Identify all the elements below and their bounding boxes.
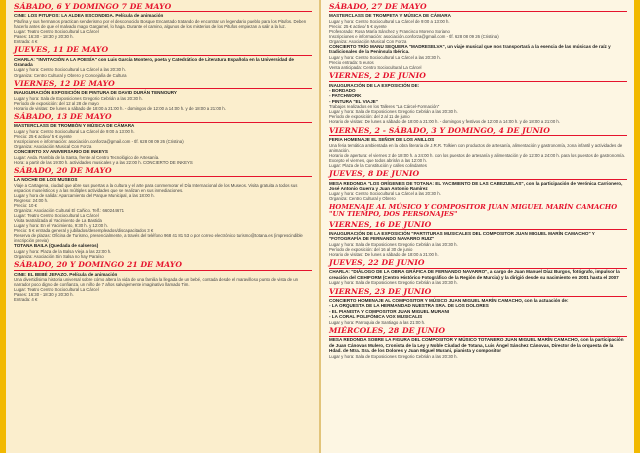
- event-line: MASTERCLASS DE TROMPETA Y MÚSICA DE CÁMARA: [329, 13, 451, 19]
- event-line: Inscripciones e información: asociación.conforza@gmail.com - tlf. 628 08 09 26 (Cristina): [14, 139, 184, 145]
- event-line: Precio entrada: 5 euros: [329, 59, 374, 65]
- event-line: Visita teatralizada al Yacimiento de La Bastida: [14, 218, 102, 224]
- event-line: Lugar y hora: En el Yacimiento, 9:30 h. y 12:00 h.: [14, 223, 108, 229]
- event-block: [14, 261, 312, 302]
- event-line: Reserva de plazas: Oficina de Turismo, presencialmente, a través del teléfono 968 41 81 53 o por correo electrónico turismo@totana.es (imprescindible inscripción previa): [14, 233, 303, 244]
- event-line: INAUGURACIÓN DE LA EXPOSICIÓN DE:: [329, 82, 420, 88]
- event-block: [329, 259, 627, 285]
- event-line: Lugar y hora: Centro Sociocultural La Cárcel de 9:00 a 13:00 h.: [14, 128, 135, 134]
- event-line: Lugar y hora: Plaza de la Balsa Vieja a las 22:00 h.: [14, 248, 112, 254]
- event-line: Trabajos realizados en los Talleres "La Cárcel-Formación": [329, 104, 440, 110]
- event-line: Organiza: Asociación Musical Con Forza: [329, 38, 407, 44]
- event-line: CINE: EL BEBÉ JEFAZO. Película de animación: [14, 271, 118, 277]
- event-line: Precio: 25 € activo/ 5 € oyente: [329, 23, 387, 29]
- event-line: Pases: 16:30 - 18:30 y 20:30 h.: [14, 33, 74, 39]
- event-line: - LA ORQUESTA DE LA HERMANDAD NUESTRA SRA. DE LOS DOLORES: [329, 303, 489, 309]
- event-line: - BORDADO: [329, 88, 356, 94]
- event-date-heading: VIERNES, 2 DE JUNIO: [329, 72, 627, 81]
- event-date-heading: VIERNES, 12 DE MAYO: [14, 80, 312, 89]
- event-line: Horario de visitas: De lunes a sábado de 18:00 a 21:00 h.: [329, 251, 439, 257]
- event-line: Lugar y hora: Sala de Exposiciones Gregorio Cebrián a las 20:30 h.: [329, 109, 458, 115]
- event-line: Entrada: 4 €: [14, 297, 38, 303]
- event-line: CINE: LOS PITUFOS: LA ALDEA ESCONDIDA. Película de animación: [14, 13, 164, 19]
- event-block: [329, 170, 627, 201]
- event-line: Organiza: Centro Cultural y Obrero: [329, 196, 396, 202]
- event-block: [329, 3, 627, 70]
- event-line: CONCIERTO XV ANIVERSARIO DE INKEYS: [14, 149, 108, 155]
- event-line: INAUGURACIÓN EXPOSICIÓN DE PINTURA DE DAVID DURÁN TENNOURY: [14, 90, 177, 96]
- event-line: Viaje a Cartagena, ciudad que abre sus puertas a la cultura y el arte para conmemorar el Día Internacional de los Museos. Visita gratuita a todos sus espacios museísticos y a las múltiples actividades que se realizan en sus inmediaciones.: [14, 182, 298, 193]
- event-date-heading: JUEVES, 11 DE MAYO: [14, 46, 312, 55]
- event-block: [329, 204, 627, 218]
- event-date-heading: VIERNES, 23 DE JUNIO: [329, 288, 627, 297]
- event-block: [14, 3, 312, 44]
- event-line: TOTANA BAILA (Quedada de salseros): [14, 243, 99, 249]
- event-date-heading: MIÉRCOLES, 28 DE JUNIO: [329, 327, 627, 336]
- event-line: Lugar y hora: Centro Sociocultural La Cárcel a las 20:30 h.: [329, 54, 441, 60]
- event-line: Regreso: 24:00 h.: [14, 197, 49, 203]
- event-line: Pases: 16:30 - 18:30 y 20:30 h.: [14, 292, 74, 298]
- event-line: Una divertidísima historia universal sobre cómo altera la vida de una familia la llegada de un bebé, contada desde el maravilloso punto de vista de un narrador poco digno de confianza, un niño de 7 años salvajemente imaginativo llamado Tim.: [14, 277, 299, 288]
- event-line: CHARLA: "INVITACIÓN A LA POESÍA" con Luis García Montero, poeta y Catedrático de Literatura Española en la Universidad de Granada: [14, 56, 294, 68]
- event-line: CONCIERTO TRÍO MANU SEQUERA "MADRESELVA", un viaje musical que nos transportará a la esencia de las músicas de raíz y tradicionales de la Península Ibérica.: [329, 43, 611, 55]
- event-line: CHARLA: "DIÁLOGO DE LA OBRA GRÁFICA DE FERNANDO NAVARRO", a cargo de Juan Manuel Díaz Burgos, fotógrafo, impulsor la creación del CEHIFORM (Centro Histórico Fotográfico de la Región de Murcia) y la dirigió desde su nacimiento en 2001 hasta el 2007: [329, 269, 620, 280]
- event-line: Lugar y hora: Sala de Exposiciones Gregorio Cebrián a las 20:30 h.: [14, 95, 143, 101]
- event-block: [329, 288, 627, 325]
- right-program-column: [320, 0, 640, 453]
- event-block: [14, 80, 312, 111]
- event-line: LA NOCHE DE LOS MUSEOS: [14, 177, 78, 183]
- event-block: [329, 72, 627, 124]
- event-line: Lugar: Teatro Centro Sociocultural La Cárcel: [14, 213, 99, 219]
- event-line: Precio: 5 € entrada general y jubilados/desempleados/discapacitados 3 €: [14, 228, 154, 234]
- event-block: [329, 221, 627, 257]
- event-line: Lugar y hora: Sala de Exposiciones Gregorio Cebrián a las 20:30 h.: [329, 280, 458, 286]
- event-line: Una feria temática ambientada en la obra literaria de J.R.R. Tolkien con productos de artesanía, alimentación y gastronomía, zona infantil y actividades de animación.: [329, 142, 623, 153]
- event-date-heading: VIERNES, 2 - SÁBADO, 3 Y DOMINGO, 4 DE JUNIO: [329, 127, 627, 136]
- event-line: Profesorado: Rosa María Sánchez y Francisco Moreno Soriano: [329, 28, 450, 34]
- event-line: Entrada: 4 €: [14, 38, 38, 44]
- event-line: CONCIERTO HOMENAJE AL COMPOSITOR Y MÚSICO JUAN MIGUEL MARÍN CAMACHO, con la actuación de:: [329, 297, 569, 303]
- event-line: Precio: 25 € activo/ 5 € oyente: [14, 133, 72, 139]
- event-line: INAUGURACIÓN DE LA EXPOSICIÓN "PARTITURAS MUSICALES DEL COMPOSITOR JUAN MIGUEL MARÍN CAMACHO" Y "FOTOGRAFÍA DE FERNANDO NAVARRO RUIZ": [329, 230, 595, 242]
- event-block: [14, 46, 312, 77]
- event-line: Horario de visitas: De lunes a sábado de 18:00 a 21:00 h. - domingos de 12:00 a 14:00 h. y de 18:00 a 21:00 h.: [14, 105, 226, 111]
- event-block: [14, 113, 312, 164]
- event-line: Organiza: Asociación Cultural El Cañico. Telf.: 660244671: [14, 208, 125, 214]
- event-line: MASTERCLASS DE TROMBÓN Y MÚSICA DE CÁMARA: [14, 123, 135, 129]
- event-line: Lugar y hora: Sala de Exposiciones Gregorio Cebrián a las 20:30 h.: [329, 241, 458, 247]
- event-date-heading: HOMENAJE AL MÚSICO Y COMPOSITOR JUAN MIGUEL MARÍN CAMACHO "UN TIEMPO, DOS PERSONAJES": [329, 202, 618, 218]
- event-line: - EL PIANISTA Y COMPOSITOR JUAN MIGUEL MURANI: [329, 308, 450, 314]
- event-line: Organiza: Asociación Musical Con Forza: [14, 144, 92, 150]
- event-line: Organiza: Centro Cultural y Obrero y Concejalía de Cultura: [14, 72, 127, 78]
- event-line: Lugar y hora: Centro Sociocultural La Cárcel de 9:00 a 13:00 h.: [329, 18, 450, 24]
- event-line: Lugar: Plaza de la Constitución y calles colindantes: [329, 162, 427, 168]
- event-line: Lugar: Avda. Rambla de la Santa, frente al Centro Tecnológico de Artesanía.: [14, 154, 160, 160]
- left-column-content: [6, 0, 319, 307]
- event-date-heading: VIERNES, 16 DE JUNIO: [329, 221, 627, 230]
- event-line: Lugar y hora: Parroquia de Santiago a las 21:00 h.: [329, 319, 426, 325]
- event-line: Lugar y hora: Centro Sociocultural La Cárcel a las 20:30 h.: [14, 67, 126, 73]
- event-block: [329, 127, 627, 168]
- event-line: Período de exposición: del 16 al 30 de junio: [329, 246, 413, 252]
- event-date-heading: JUEVES, 22 DE JUNIO: [329, 259, 627, 268]
- event-line: MESA REDONDA SOBRE LA FIGURA DEL COMPOSITOR Y MÚSICO TOTANERO JUAN MIGUEL MARÍN CAMACHO, con la participación de Juan Cánovas Mulero, Cronista de la Ley y Noble Ciudad de Totana, Luis Ángel Sánchez Cánovas, Director de la orquesta de la Hdad. de Ntra. Sra. de los Dolores y Juan Miguel Murani, pianista y compositor: [329, 337, 624, 354]
- event-line: Precio: 10 €: [14, 202, 37, 208]
- event-line: Horario de visitas: De lunes a sábado de 18:00 a 21:00 h. - domingos y festivos de 12:00 a 14:00 h. y de 18:00 a 21:00 h.: [329, 119, 560, 125]
- event-line: Lugar: Teatro Centro Sociocultural La Cárcel: [14, 28, 99, 34]
- event-date-heading: SÁBADO, 6 Y DOMINGO 7 DE MAYO: [14, 3, 312, 12]
- right-column-content: [321, 0, 634, 363]
- event-line: Lugar y hora: Centro Sociocultural La Cárcel a las 20:30 h.: [329, 191, 441, 197]
- event-line: Inscripciones e información: asociación.conforza@gmail.com - tlf. 628 08 09 26 (Cristina): [329, 33, 499, 39]
- event-line: Organiza: Asociación Sin Salsa no hay Paraíso: [14, 253, 104, 259]
- event-line: Horario de apertura: el viernes 2 de 18:00 h. a 24:00 h. con los puestos de artesanía y alimentación y de 12:00 a 24:00 h. para los puestos de gastronomía. Excepto el viernes, que todos abrirán a las 12:00 h.: [329, 152, 625, 163]
- event-line: - PINTURA "EL VIAJE": [329, 98, 379, 104]
- event-date-heading: SÁBADO, 13 DE MAYO: [14, 113, 312, 122]
- event-line: Lugar: Teatro Centro Sociocultural La Cárcel: [14, 287, 99, 293]
- event-line: Pitufina y sus hermanos practican senderismo por el desconocido Bosque Encantado tratando de encontrar un legendario pueblo para los Pitufos. Deben hacerlo antes de que el malvado mago Gargamel, lo haga. Durante el camino, algunos de los misterios de los Pitufos empiezan a salir a la luz.: [14, 18, 307, 29]
- event-line: Lugar y hora: Sala de Exposiciones Gregorio Cebrián a las 20:30 h.: [329, 353, 458, 359]
- event-line: Venta anticipada: Centro Sociocultural La Cárcel: [329, 64, 422, 70]
- event-date-heading: JUEVES, 8 DE JUNIO: [329, 170, 627, 179]
- event-line: - LA CORAL POLIFÓNICA VOX MUSICALIS: [329, 314, 423, 320]
- event-line: - PATCHWORK: [329, 93, 362, 99]
- event-date-heading: SÁBADO, 20 DE MAYO: [14, 167, 312, 176]
- event-block: [14, 167, 312, 259]
- event-line: FERIA HOMENAJE EL SEÑOR DE LOS ANILLOS: [329, 137, 435, 143]
- event-date-heading: SÁBADO, 27 DE MAYO: [329, 3, 627, 12]
- event-line: Lugar y hora de salida: Aparcamiento del Parque Municipal, a las 18:00 h.: [14, 192, 155, 198]
- event-date-heading: SÁBADO, 20 Y DOMINGO 21 DE MAYO: [14, 261, 312, 270]
- event-line: Período de exposición: del 2 al 11 de junio: [329, 114, 410, 120]
- event-block: [329, 327, 627, 359]
- event-line: MESA REDONDA "LOS ORÍGENES DE TOTANA: EL YACIMIENTO DE LAS CABEZUELAS", con la participación de Verónica Carrionero, José Antonio Guerra y Juan Antonio Ramírez: [329, 180, 623, 191]
- event-line: Período de exposición: del 12 al 28 de mayo: [14, 100, 99, 106]
- event-line: Hora: a partir de las 19:00 h. actividades musicales y a las 22:00 h. CONCIERTO DE INKEYS: [14, 159, 193, 165]
